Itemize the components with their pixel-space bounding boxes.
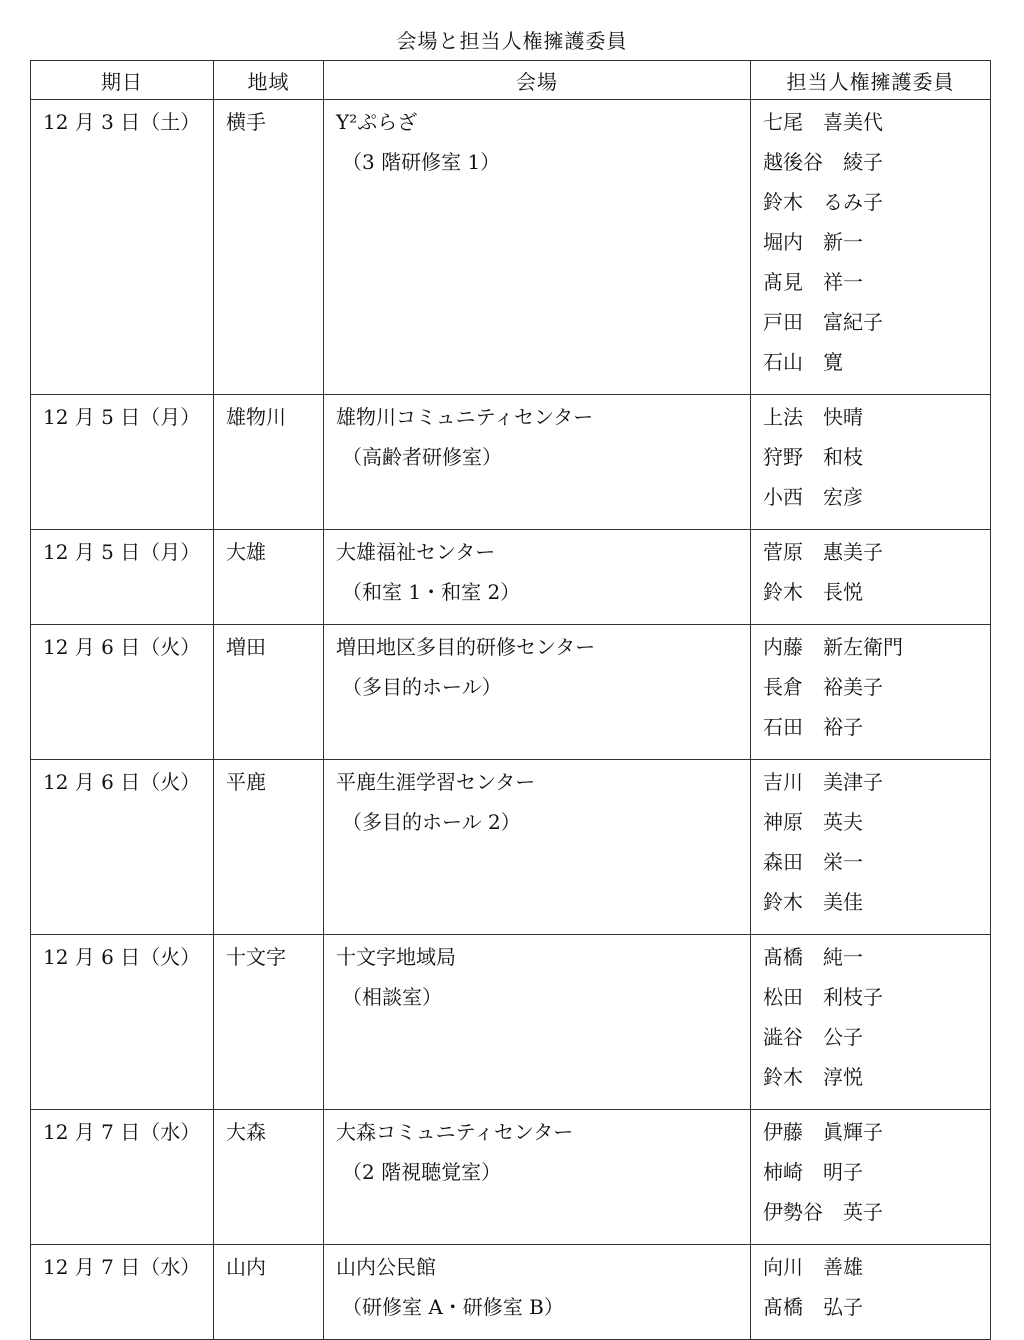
area-text: 山内 — [226, 1255, 266, 1279]
venue-room: （研修室 A・研修室 B） — [342, 1295, 564, 1319]
date-cell — [31, 935, 214, 1110]
venue-cell — [324, 935, 751, 1110]
member-name: 澁谷 公子 — [763, 1025, 863, 1049]
members-cell — [751, 395, 991, 530]
member-name: 石山 寛 — [763, 350, 843, 374]
member-name: 戸田 富紀子 — [763, 310, 883, 334]
date-text: 12 月 6 日（火） — [43, 945, 201, 969]
area-text: 大雄 — [226, 540, 266, 564]
member-name: 越後谷 綾子 — [763, 150, 883, 174]
date-cell — [31, 625, 214, 760]
venue-cell — [324, 100, 751, 395]
table-row — [31, 100, 991, 395]
venue-cell — [324, 625, 751, 760]
area-cell — [214, 395, 324, 530]
date-cell — [31, 395, 214, 530]
header-area: 地域 — [214, 61, 324, 100]
members-cell — [751, 935, 991, 1110]
header-date: 期日 — [31, 61, 214, 100]
members-cell — [751, 530, 991, 625]
member-name: 七尾 喜美代 — [763, 110, 883, 134]
member-name: 髙橋 弘子 — [763, 1295, 863, 1319]
area-text: 平鹿 — [226, 770, 266, 794]
area-cell — [214, 530, 324, 625]
member-name: 小西 宏彦 — [763, 485, 863, 509]
document-title: 会場と担当人権擁護委員 — [396, 29, 628, 53]
area-cell — [214, 1110, 324, 1245]
venue-room: （高齢者研修室） — [342, 445, 502, 469]
member-name: 石田 裕子 — [763, 715, 863, 739]
member-name: 鈴木 長悦 — [763, 580, 863, 604]
member-name: 神原 英夫 — [763, 810, 863, 834]
date-cell — [31, 530, 214, 625]
date-text: 12 月 3 日（土） — [43, 110, 201, 134]
area-text: 増田 — [226, 635, 266, 659]
date-text: 12 月 5 日（月） — [43, 405, 201, 429]
area-cell — [214, 760, 324, 935]
date-text: 12 月 7 日（水） — [43, 1255, 201, 1279]
member-name: 上法 快晴 — [763, 405, 863, 429]
table-body — [31, 100, 991, 1340]
area-cell — [214, 625, 324, 760]
members-cell — [751, 1245, 991, 1340]
venue-cell — [324, 530, 751, 625]
header-members: 担当人権擁護委員 — [751, 61, 991, 100]
table-row — [31, 625, 991, 760]
member-name: 森田 栄一 — [763, 850, 863, 874]
member-name: 伊藤 眞輝子 — [763, 1120, 883, 1144]
area-text: 十文字 — [226, 945, 286, 969]
venue-name: 大森コミュニティセンター — [336, 1120, 574, 1144]
venue-schedule-table — [30, 60, 991, 1340]
date-text: 12 月 6 日（火） — [43, 770, 201, 794]
area-cell — [214, 1245, 324, 1340]
venue-room: （多目的ホール 2） — [342, 810, 521, 834]
area-cell — [214, 935, 324, 1110]
venue-name: 増田地区多目的研修センター — [336, 635, 596, 659]
member-name: 鈴木 淳悦 — [763, 1065, 863, 1089]
area-text: 大森 — [226, 1120, 266, 1144]
header-venue: 会場 — [324, 61, 751, 100]
member-name: 吉川 美津子 — [763, 770, 883, 794]
member-name: 堀内 新一 — [763, 230, 863, 254]
member-name: 柿崎 明子 — [763, 1160, 863, 1184]
venue-name: 雄物川コミュニティセンター — [336, 405, 594, 429]
member-name: 髙橋 純一 — [763, 945, 863, 969]
date-cell — [31, 1245, 214, 1340]
table-row — [31, 1110, 991, 1245]
venue-room: （2 階視聴覚室） — [342, 1160, 502, 1184]
table-row — [31, 935, 991, 1110]
table-row — [31, 1245, 991, 1340]
area-cell — [214, 100, 324, 395]
date-cell — [31, 760, 214, 935]
venue-cell — [324, 1110, 751, 1245]
venue-room: （和室 1・和室 2） — [342, 580, 521, 604]
members-cell — [751, 625, 991, 760]
date-text: 12 月 6 日（火） — [43, 635, 201, 659]
member-name: 狩野 和枝 — [763, 445, 863, 469]
area-text: 雄物川 — [226, 405, 286, 429]
venue-room: （多目的ホール） — [342, 675, 502, 699]
member-name: 伊勢谷 英子 — [763, 1200, 883, 1224]
member-name: 松田 利枝子 — [763, 985, 883, 1009]
area-text: 横手 — [226, 110, 266, 134]
member-name: 菅原 惠美子 — [763, 540, 883, 564]
date-cell — [31, 100, 214, 395]
member-name: 向川 善雄 — [763, 1255, 863, 1279]
venue-name: 山内公民館 — [336, 1255, 436, 1279]
table-row — [31, 760, 991, 935]
venue-name: 大雄福祉センター — [336, 540, 496, 564]
member-name: 長倉 裕美子 — [763, 675, 883, 699]
member-name: 鈴木 美佳 — [763, 890, 863, 914]
members-cell — [751, 1110, 991, 1245]
date-cell — [31, 1110, 214, 1245]
members-cell — [751, 760, 991, 935]
date-text: 12 月 7 日（水） — [43, 1120, 201, 1144]
venue-name: 平鹿生涯学習センター — [336, 770, 536, 794]
venue-room: （相談室） — [342, 985, 442, 1009]
member-name: 髙見 祥一 — [763, 270, 863, 294]
venue-cell — [324, 395, 751, 530]
table-header-row — [31, 61, 991, 100]
venue-room: （3 階研修室 1） — [342, 150, 501, 174]
venue-name: 十文字地域局 — [336, 945, 456, 969]
member-name: 鈴木 るみ子 — [763, 190, 883, 214]
venue-name: Y²ぷらざ — [336, 110, 418, 134]
table-row — [31, 395, 991, 530]
venue-cell — [324, 760, 751, 935]
date-text: 12 月 5 日（月） — [43, 540, 201, 564]
table-row — [31, 530, 991, 625]
venue-cell — [324, 1245, 751, 1340]
members-cell — [751, 100, 991, 395]
member-name: 内藤 新左衛門 — [763, 635, 903, 659]
